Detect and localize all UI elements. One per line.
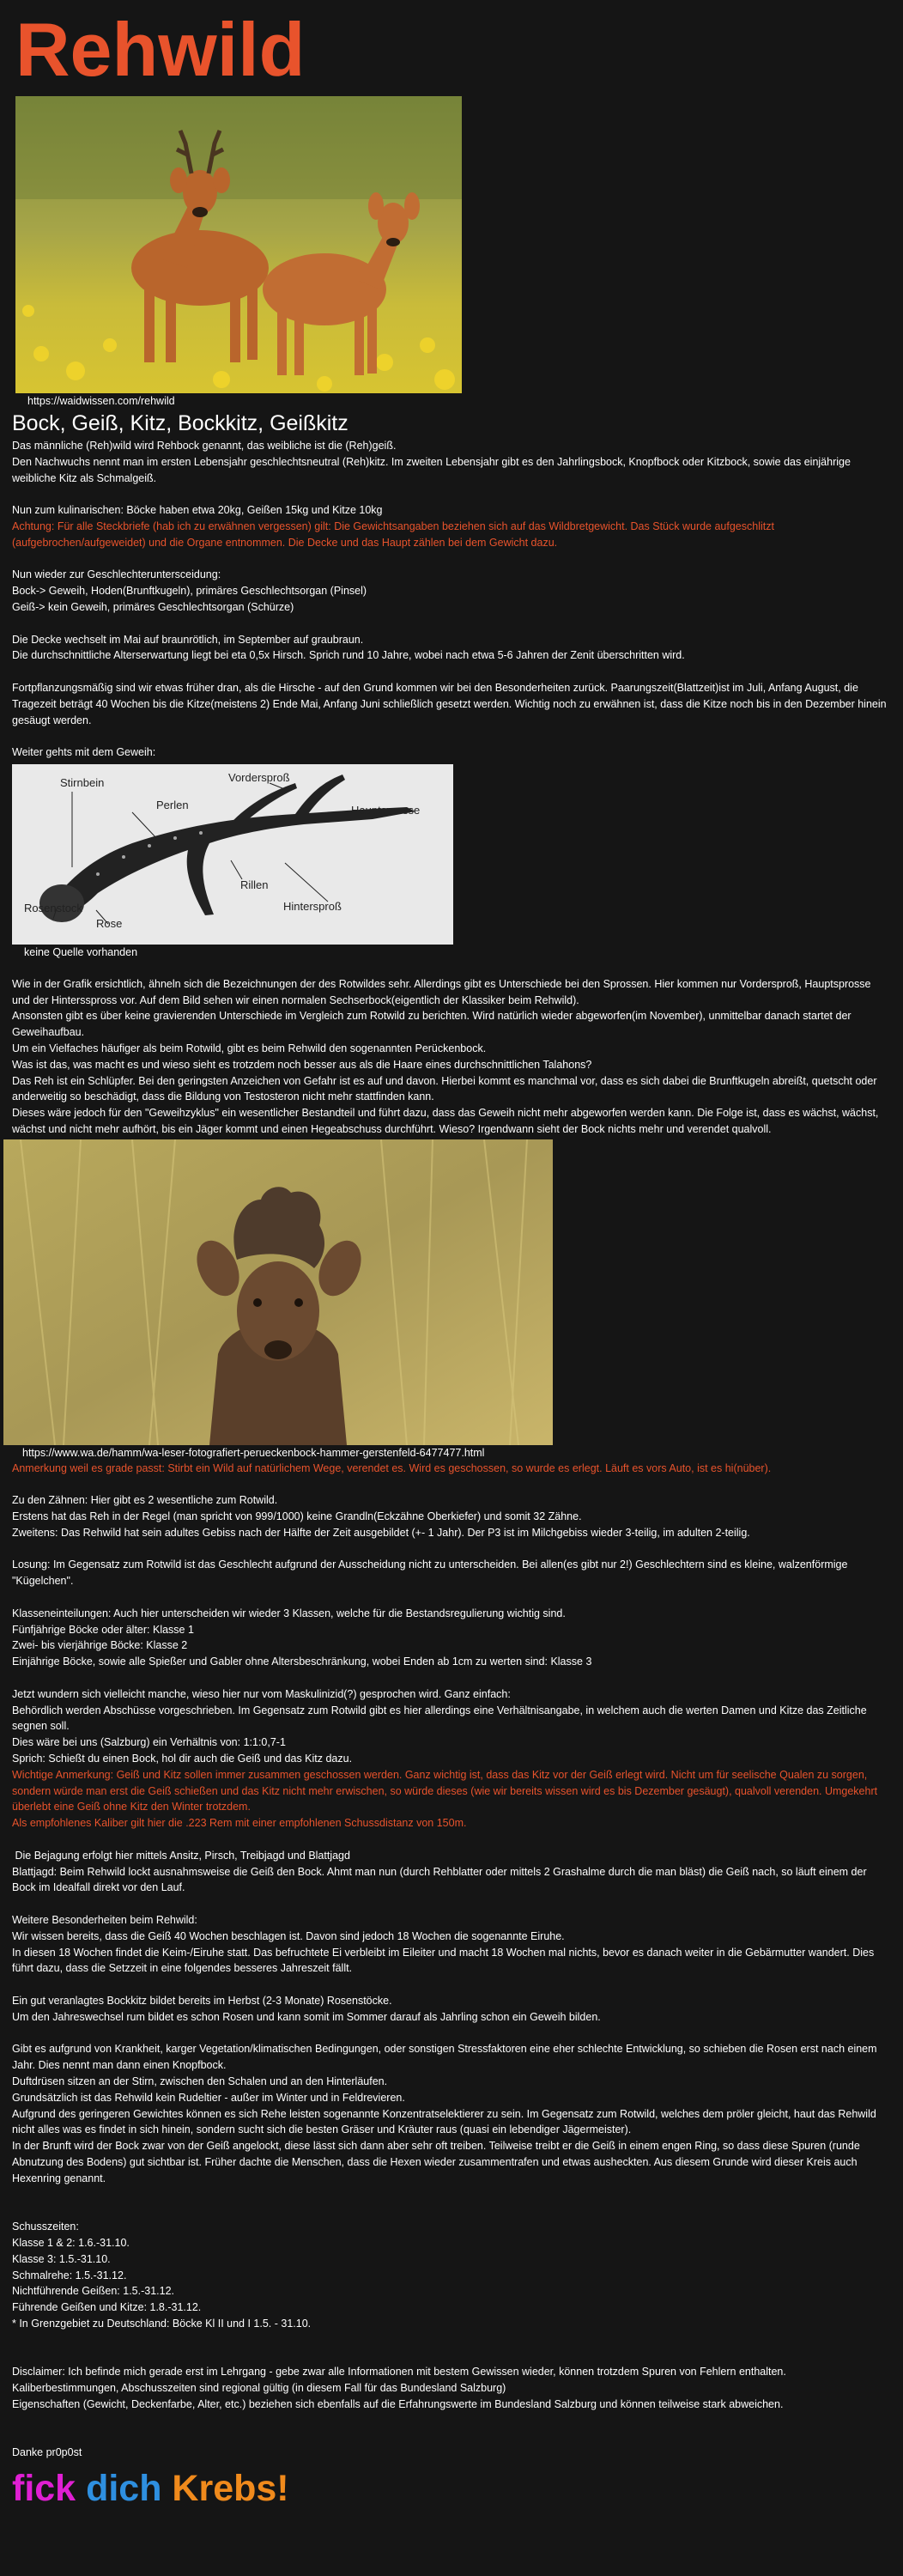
text-line: Zu den Zähnen: Hier gibt es 2 wesentliche zum Rotwild. <box>12 1494 278 1507</box>
text-line: Fortpflanzungsmäßig sind wir etwas früher dran, als die Hirsche - auf den Grund kommen wir bei den Besonderheiten zurück. Paarungszeit(Blattzeit)ist im Juli, Anfang August, die Tragezeit beträgt 40 Wochen bis die Kitze(meistens 2) Ende Mai, Anfang Juni schließlich gesetzt werden. Wichtig noch zu erwähnen ist, dass die Kitze noch bis in den Dezember hinein gesäugt werden. <box>12 681 887 726</box>
text-line: Blattjagd: Beim Rehwild lockt ausnahmsweise die Geiß den Bock. Ahmt man nun (durch Rehblatter oder mittels 2 Grashalme durch die man bläst) die Geiß nach, so läuft einem der Bock im Idealfall direkt vor den Lauf. <box>12 1865 867 1894</box>
label-hauptsprosse: Hauptsprosse <box>351 803 421 817</box>
text-line: Den Nachwuchs nennt man im ersten Lebensjahr geschlechtsneutral (Reh)kitz. Im zweiten Lebensjahr gibt es den Jahrlingsbock, Knopfbock oder Kitzbock, sowie das einjährige weibliche Kitz als Schmalgeiß. <box>12 455 851 484</box>
roe-deer-photo <box>15 96 462 393</box>
text-line: Das Reh ist ein Schlüpfer. Bei den geringsten Anzeichen von Gefahr ist es auf und davon. Hierbei kommt es manchmal vor, dass es sich dabei die Brunftkugeln abreißt, quetscht oder anderweitig so beschädigt, dass die Bildung von Testosteron nicht mehr stattfinden kann. <box>12 1074 877 1103</box>
slogan-word-1: fick <box>12 2468 76 2510</box>
closing-slogan <box>12 2464 891 2512</box>
text-line: Klasseneinteilungen: Auch hier unterscheiden wir wieder 3 Klassen, welche für die Bestandsregulierung wichtig sind. <box>12 1607 566 1619</box>
caliber-note: Als empfohlenes Kaliber gilt hier die .223 Rem mit einer empfohlenen Schussdistanz von 150m. <box>12 1817 467 1830</box>
text-line: Erstens hat das Reh in der Regel (man spricht von 999/1000) keine Grandln(Eckzähne Oberkiefer) und somit 32 Zähne. <box>12 1510 582 1523</box>
text-line: Weitere Besonderheiten beim Rehwild: <box>12 1914 197 1927</box>
text-line: Sprich: Schießt du einen Bock, hol dir auch die Geiß und das Kitz dazu. <box>12 1753 353 1765</box>
seasons-title: Schusszeiten: <box>12 2221 79 2233</box>
roe-deer-illustration <box>15 96 462 393</box>
season-item: Nichtführende Geißen: 1.5.-31.12. <box>12 2285 175 2298</box>
text-line: Um den Jahreswechsel rum bildet es schon Rosen und kann somit im Sommer darauf als Jahrling schon ein Geweih bilden. <box>12 2010 601 2023</box>
antler-diagram <box>12 764 453 945</box>
text-line: Was ist das, was macht es und wieso sieht es trotzdem noch besser aus als die Haare eines durchschnittlichen Talahons? <box>12 1058 592 1071</box>
season-item: Führende Geißen und Kitze: 1.8.-31.12. <box>12 2301 202 2314</box>
text-line: Die durchschnittliche Alterserwartung liegt bei eta 0,5x Hirsch. Sprich rund 10 Jahre, wobei nach etwa 5-6 Jahren der Zenit überschritten wird. <box>12 649 685 662</box>
disclaimer-line: Kaliberbestimmungen, Abschusszeiten sind regional gültig (in diesem Fall für das Bundesland Salzburg) <box>12 2382 506 2395</box>
text-line: Geiß-> kein Geweih, primäres Geschlechtsorgan (Schürze) <box>12 600 294 613</box>
text-line: Fünfjährige Böcke oder älter: Klasse 1 <box>12 1623 194 1636</box>
text-line: Dieses wäre jedoch für den "Geweihzyklus" ein wesentlicher Bestandteil und führt dazu, dass das Geweih nicht mehr abgeworfen werden kann. Die Folge ist, dass es wächst, wächst, wächst und nicht mehr aufhört, bis ein Jäger kommt und einen Hegeabschuss durchführt. Wieso? Irgendwann sieht der Bock nichts mehr und verendet qualvoll. <box>12 1107 879 1135</box>
text-line: Wie in der Grafik ersichtlich, ähneln sich die Bezeichnungen der des Rotwildes sehr. Allerdings gibt es Unterschiede bei den Sprossen. Hier kommen nur Vordersproß, Hauptsprosse und der Hintersspross vor. Auf dem Bild sehen wir einen normalen Sechserbock(eigentlich der Klassiker beim Rehwild). <box>12 977 871 1006</box>
disclaimer-line: Disclaimer: Ich befinde mich gerade erst im Lehrgang - gebe zwar alle Informationen mit bestem Gewissen wieder, können trotzdem Spuren von Fehlern enthalten. <box>12 2366 786 2379</box>
text-line: Duftdrüsen sitzen an der Stirn, zwischen den Schalen und an den Hinterläufen. <box>12 2075 388 2087</box>
text-line: Zweitens: Das Rehwild hat sein adultes Gebiss nach der Hälfte der Zeit ausgebildet (+- 1 Jahr). Der P3 ist im Milchgebiss wieder 3-teilig, im adulten 2-teilig. <box>12 1526 750 1539</box>
label-vorderspross: Vordersproß <box>228 770 290 784</box>
label-hinterspross: Hintersproß <box>283 899 342 913</box>
label-perlen: Perlen <box>156 798 189 811</box>
weight-note: Achtung: Für alle Steckbriefe (hab ich zu erwähnen vergessen) gilt: Die Gewichtsangaben beziehen sich auf das Wildbretgewicht. Das Stück wurde aufgeschlitzt (aufgebrochen/aufgeweidet) und die Organe entnommen. Die Decke und das Haupt zählen bei dem Gewicht dazu. <box>12 519 774 549</box>
season-item: Klasse 1 & 2: 1.6.-31.10. <box>12 2236 130 2249</box>
text-line: Dies wäre bei uns (Salzburg) ein Verhältnis von: 1:1:0,7-1 <box>12 1736 286 1749</box>
season-item: Klasse 3: 1.5.-31.10. <box>12 2252 111 2265</box>
slogan-word-2: dich <box>86 2468 162 2510</box>
anmerkung-note: Anmerkung weil es grade passt: Stirbt ein Wild auf natürlichem Wege, verendet es. Wird es geschossen, so wurde es erlegt. Läuft es vors Auto, ist es hi(nüber). <box>12 1461 772 1474</box>
text-line: Grundsätzlich ist das Rehwild kein Rudeltier - außer im Winter und in Feldrevieren. <box>12 2091 405 2104</box>
section-heading: Bock, Geiß, Kitz, Bockkitz, Geißkitz <box>12 411 348 435</box>
disclaimer-line: Eigenschaften (Gewicht, Deckenfarbe, Alter, etc.) beziehen sich ebenfalls auf die Erfahrungswerte im Bundesland Salzburg und können teilweise stark abweichen. <box>12 2397 784 2410</box>
text-line: Weiter gehts mit dem Geweih: <box>12 746 156 759</box>
text-line: Nun zum kulinarischen: Böcke haben etwa 20kg, Geißen 15kg und Kitze 10kg <box>12 504 383 517</box>
text-line: In diesen 18 Wochen findet die Keim-/Eiruhe statt. Das befruchtete Ei verbleibt im Eileiter und macht 18 Wochen mal nichts, bevor es danach weiter in die Gebärmutter wandert. Dies führt dazu, dass die Setzzeit in eine folgendes besseres Jahreszeit fällt. <box>12 1946 875 1975</box>
text-line: Das männliche (Reh)wild wird Rehbock genannt, das weibliche ist die (Reh)geiß. <box>12 440 397 452</box>
label-rose: Rose <box>96 916 123 930</box>
text-line: Die Bejagung erfolgt hier mittels Ansitz, Pirsch, Treibjagd und Blattjagd <box>12 1849 350 1862</box>
page-title: Rehwild <box>15 7 306 92</box>
text-line: Nun wieder zur Geschlechteruntersceidung: <box>12 568 221 581</box>
text-line: Bock-> Geweih, Hoden(Brunftkugeln), primäres Geschlechtsorgan (Pinsel) <box>12 585 367 598</box>
text-line: Die Decke wechselt im Mai auf braunrötlich, im September auf graubraun. <box>12 633 364 646</box>
text-line: Aufgrund des geringeren Gewichtes können es sich Rehe leisten sogenannte Konzentratselektierer zu sein. Im Gegensatz zum Rotwild, welches dem pröler gleicht, haut das Rehwild nicht alles was es findet in sich hinein, sondern sucht sich die besten Gräser und Kräuter raus (quasi ein lebendiger Jägermeister). <box>12 2107 876 2136</box>
label-rosenstock: Rosenstock <box>24 901 82 914</box>
text-line: Jetzt wundern sich vielleicht manche, wieso hier nur vom Maskulinizid(?) gesprochen wird. Ganz einfach: <box>12 1687 511 1700</box>
article <box>12 0 891 2512</box>
season-item: * In Grenzgebiet zu Deutschland: Böcke Kl II und I 1.5. - 31.10. <box>12 2317 312 2330</box>
text-line: Ansonsten gibt es über keine gravierenden Unterschiede im Vergleich zum Rotwild zu berichten. Wird natürlich wieder abgeworfen(im November), unmittelbar danach startet der Geweihaufbau. <box>12 1010 851 1039</box>
text-line: Gibt es aufgrund von Krankheit, karger Vegetation/klimatischen Bedingungen, oder sonstigen Stressfaktoren eine eher schlechte Entwicklung, so schieben die Rosen erst nach einem Jahr. Dies nennt man dann einen Knopfbock. <box>12 2043 877 2072</box>
antler-illustration <box>12 764 453 945</box>
text-line: Einjährige Böcke, sowie alle Spießer und Gabler ohne Altersbeschränkung, wobei Enden ab 1cm zu werten sind: Klasse 3 <box>12 1656 592 1668</box>
slogan-word-3: Krebs! <box>172 2468 289 2510</box>
text-line: In der Brunft wird der Bock zwar von der Geiß angelockt, diese lässt sich dann aber sehr oft treiben. Teilweise treibt er die Geiß in einem engen Ring, so dass diese Spuren (runde Abnutzung des Bodens) gut sichtbar ist. Früher dachte die Menschen, dass die Hexen wieder zusammentrafen und etwas ausheckten. Aus diesem Grunde wird dieser Kreis auch Hexenring genannt. <box>12 2140 860 2184</box>
season-item: Schmalrehe: 1.5.-31.12. <box>12 2269 127 2281</box>
text-line: Behördlich werden Abschüsse vorgeschrieben. Im Gegensatz zum Rotwild gibt es hier allerdings eine Verhältnisangabe, in welchem auch die werten Damen und Kitze das Zeitliche segnen soll. <box>12 1704 867 1733</box>
label-stirnbein: Stirnbein <box>60 775 105 789</box>
thanks-line: Danke pr0p0st <box>12 2446 82 2459</box>
antler-diagram-caption: keine Quelle vorhanden <box>24 945 138 958</box>
text-line: Um ein Vielfaches häufiger als beim Rotwild, gibt es beim Rehwild den sogenannten Perückenbock. <box>12 1042 487 1054</box>
text-line: Wir wissen bereits, dass die Geiß 40 Wochen beschlagen ist. Davon sind jedoch 18 Wochen die sogenannte Eiruhe. <box>12 1929 565 1942</box>
text-line: Losung: Im Gegensatz zum Rotwild ist das Geschlecht aufgrund der Ausscheidung nicht zu unterscheiden. Bei allen(es gibt nur 2!) Geschlechtern sind es kleine, walzenförmige "Kügelchen". <box>12 1558 848 1588</box>
text-line: Ein gut veranlagtes Bockkitz bildet bereits im Herbst (2-3 Monate) Rosenstöcke. <box>12 1995 392 2007</box>
roe-deer-photo-caption: https://waidwissen.com/rehwild <box>27 395 175 407</box>
label-rillen: Rillen <box>240 878 269 891</box>
perueckenbock-photo <box>3 1139 553 1445</box>
perueckenbock-photo-caption: https://www.wa.de/hamm/wa-leser-fotografiert-perueckenbock-hammer-gerstenfeld-6477477.html <box>22 1446 485 1459</box>
perueckenbock-illustration <box>3 1139 553 1445</box>
warning-note: Wichtige Anmerkung: Geiß und Kitz sollen immer zusammen geschossen werden. Ganz wichtig ist, dass das Kitz vor der Geiß erlegt wird. Nicht um für seelische Qualen zu sorgen, sondern würde man erst die Geiß schießen und das Kitz nicht mehr erwischen, so würde dieses (wie wir bereits wissen wird es bis Dezember gesäugt), qualvoll verenden. Umgekehrt überlebt eine Geiß ohne Kitz den Winter trotzdem. <box>12 1768 878 1814</box>
text-line: Zwei- bis vierjährige Böcke: Klasse 2 <box>12 1639 188 1652</box>
